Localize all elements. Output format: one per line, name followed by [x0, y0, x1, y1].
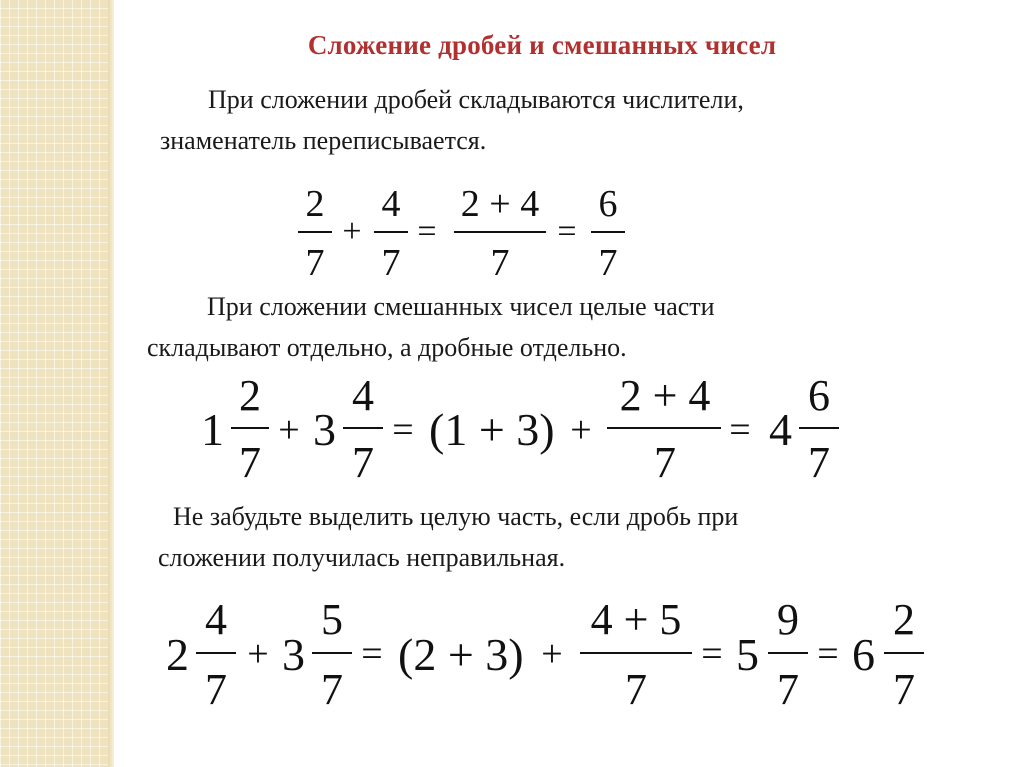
fraction-denominator: 7 — [625, 665, 647, 714]
whole-part: 1 — [201, 404, 224, 455]
fraction-denominator: 7 — [777, 665, 799, 714]
plus-sign: + — [570, 409, 592, 451]
equals-sign: = — [392, 409, 414, 451]
equation-simple-fractions — [290, 178, 650, 288]
fraction-numerator: 4 + 5 — [590, 595, 682, 644]
fraction-numerator: 2 — [893, 595, 915, 644]
whole-part: 3 — [313, 404, 336, 455]
fraction-numerator: 4 — [205, 595, 227, 644]
slide-title: Сложение дробей и смешанных чисел — [307, 30, 777, 60]
side-panel-edge — [108, 0, 114, 767]
fraction-denominator: 7 — [321, 665, 343, 714]
fraction-numerator: 5 — [321, 595, 343, 644]
fraction-denominator: 7 — [598, 242, 618, 284]
equation-improper-result — [160, 592, 950, 714]
paragraph-line: сложении получилась неправильная. — [158, 543, 566, 572]
equals-sign: = — [817, 633, 839, 675]
paragraph-line: Не забудьте выделить целую часть, если дробь при — [173, 502, 739, 531]
fraction-denominator: 7 — [893, 665, 915, 714]
paragraph-line: складывают отдельно, а дробные отдельно. — [147, 333, 627, 362]
rule-paragraph-fractions — [160, 79, 744, 161]
whole-part: 5 — [736, 629, 759, 680]
paragraph-line: При сложении дробей складываются числители, — [208, 85, 744, 114]
parenthesized-sum: (2 + 3) — [398, 629, 524, 680]
fraction-numerator: 2 + 4 — [619, 372, 711, 420]
equals-sign: = — [729, 409, 751, 451]
parenthesized-sum: (1 + 3) — [429, 404, 555, 455]
fraction-denominator: 7 — [490, 242, 510, 284]
whole-part: 2 — [166, 629, 189, 680]
equals-sign: = — [701, 633, 723, 675]
fraction-denominator: 7 — [654, 438, 676, 487]
fraction-numerator: 6 — [598, 183, 618, 225]
fraction-numerator: 4 — [352, 372, 374, 420]
reminder-paragraph — [158, 496, 738, 578]
whole-part: 6 — [852, 629, 875, 680]
whole-part: 4 — [769, 404, 792, 455]
plus-sign: + — [278, 409, 300, 451]
equation-mixed-numbers — [195, 372, 855, 490]
rule-paragraph-mixed-numbers — [147, 286, 715, 368]
paragraph-line: знаменатель переписывается. — [160, 126, 487, 155]
decorative-side-panel — [0, 0, 108, 767]
fraction-numerator: 2 + 4 — [460, 183, 540, 225]
fraction-denominator: 7 — [381, 242, 401, 284]
fraction-numerator: 4 — [381, 183, 401, 225]
fraction-numerator: 2 — [239, 372, 261, 420]
fraction-numerator: 6 — [808, 372, 830, 420]
equals-sign: = — [417, 213, 437, 250]
fraction-denominator: 7 — [239, 438, 261, 487]
fraction-numerator: 2 — [305, 183, 325, 225]
fraction-denominator: 7 — [305, 242, 325, 284]
equals-sign: = — [361, 633, 383, 675]
whole-part: 3 — [282, 629, 305, 680]
paragraph-line: При сложении смешанных чисел целые части — [207, 292, 715, 321]
plus-sign: + — [541, 633, 563, 675]
plus-sign: + — [247, 633, 269, 675]
plus-sign: + — [342, 213, 362, 250]
fraction-numerator: 9 — [777, 595, 799, 644]
fraction-denominator: 7 — [205, 665, 227, 714]
fraction-denominator: 7 — [808, 438, 830, 487]
equals-sign: = — [557, 213, 577, 250]
fraction-denominator: 7 — [352, 438, 374, 487]
